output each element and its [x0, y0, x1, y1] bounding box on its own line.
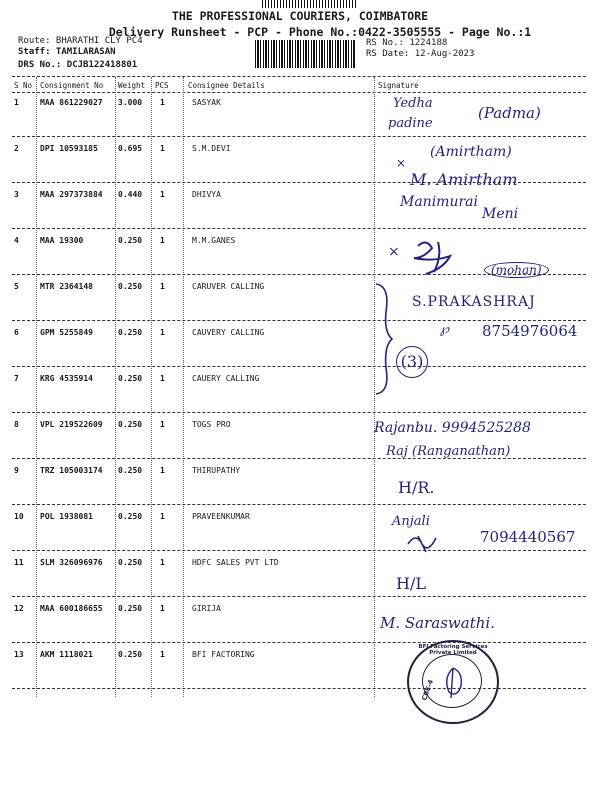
signature-3-scribble: Meni — [482, 206, 519, 222]
row-consignee: THIRUPATHY — [192, 466, 241, 475]
route-text: Route: BHARATHI CLY PC4 — [18, 36, 143, 46]
row-consignment-no: AKM 1118021 — [40, 650, 93, 659]
signature-9-mark: H/R. — [398, 478, 435, 497]
drs-line — [18, 60, 137, 70]
row-pcs: 1 — [160, 512, 165, 521]
row-divider — [12, 642, 586, 643]
row-consignment-no: GPM 5255849 — [40, 328, 93, 337]
row-consignee: SASYAK — [192, 98, 221, 107]
col-weight: Weight — [118, 81, 146, 90]
row-pcs: 1 — [160, 190, 165, 199]
row-weight: 0.250 — [118, 236, 143, 245]
row-weight: 0.250 — [118, 282, 143, 291]
row-consignment-no: POL 1938081 — [40, 512, 93, 521]
row-consignment-no: DPI 10593185 — [40, 144, 98, 153]
row-sno: 3 — [14, 190, 19, 199]
row-weight: 0.440 — [118, 190, 143, 199]
row-divider — [12, 366, 586, 367]
signature-8-name: Raj (Ranganathan) — [386, 444, 511, 459]
row-pcs: 1 — [160, 420, 165, 429]
row-consignment-no: MAA 19300 — [40, 236, 84, 245]
row-consignment-no: VPL 219522609 — [40, 420, 103, 429]
table-top-rule — [12, 76, 586, 77]
row-consignee: DHIVYA — [192, 190, 221, 199]
row-consignee: M.M.GANES — [192, 236, 236, 245]
row-divider — [12, 412, 586, 413]
row-sno: 1 — [14, 98, 19, 107]
row-consignee: S.M.DEVI — [192, 144, 231, 153]
row-sno: 11 — [14, 558, 24, 567]
row-sno: 2 — [14, 144, 19, 153]
row-pcs: 1 — [160, 236, 165, 245]
row-divider — [12, 504, 586, 505]
row-consignee: PRAVEENKUMAR — [192, 512, 250, 521]
row-pcs: 1 — [160, 604, 165, 613]
signature-2-signed: M. Amirtham — [410, 170, 518, 189]
row-sno: 4 — [14, 236, 19, 245]
row-sno: 5 — [14, 282, 19, 291]
row-consignment-no: KRG 4535914 — [40, 374, 93, 383]
col-sno: S No — [14, 81, 33, 90]
row-weight: 3.000 — [118, 98, 143, 107]
row-divider — [12, 550, 586, 551]
row-weight: 0.250 — [118, 558, 143, 567]
signature-5-name: S.PRAKASHRAJ — [412, 294, 536, 310]
signature-7-count: (3) — [396, 346, 428, 378]
signature-4-mark: × — [388, 244, 400, 260]
row-consignee: CARUVER CALLING — [192, 282, 265, 291]
row-weight: 0.695 — [118, 144, 143, 153]
row-pcs: 1 — [160, 650, 165, 659]
staff-text: Staff: TAMILARASAN — [18, 47, 116, 57]
drs-label: DRS No.: — [18, 60, 62, 70]
row-consignee: CAUERY CALLING — [192, 374, 260, 383]
row-pcs: 1 — [160, 144, 165, 153]
row-consignee: BFI FACTORING — [192, 650, 255, 659]
row-divider — [12, 228, 586, 229]
signature-10-name: Anjali — [392, 514, 430, 529]
signature-4-scribble — [404, 236, 470, 280]
stamp-city-text: CBE-4 — [420, 678, 436, 702]
row-consignee: CAUVERY CALLING — [192, 328, 265, 337]
signature-11-mark: H/L — [396, 574, 426, 593]
stamp-company-text: BFI Factoring Services Private Limited — [418, 644, 488, 656]
top-barcode-fragment — [262, 0, 358, 8]
row-weight: 0.250 — [118, 328, 143, 337]
row-consignee: GIRIJA — [192, 604, 221, 613]
signature-2-name: (Amirtham) — [430, 144, 512, 160]
row-consignment-no: SLM 326096976 — [40, 558, 103, 567]
row-weight: 0.250 — [118, 650, 143, 659]
stamp-signature — [435, 664, 471, 700]
signature-2-mark: × — [396, 156, 407, 170]
row-sno: 8 — [14, 420, 19, 429]
company-stamp — [407, 640, 499, 724]
row-pcs: 1 — [160, 466, 165, 475]
row-sno: 7 — [14, 374, 19, 383]
row-consignment-no: MAA 861229027 — [40, 98, 103, 107]
signature-6-phone: 8754976064 — [482, 322, 578, 340]
runsheet-subtitle: Delivery Runsheet - PCP - Phone No.:0422-3505555 - Page No.:1 — [108, 25, 532, 39]
row-pcs: 1 — [160, 328, 165, 337]
signature-10-phone: 7094440567 — [480, 528, 576, 546]
row-sno: 12 — [14, 604, 24, 613]
row-weight: 0.250 — [118, 604, 143, 613]
row-sno: 9 — [14, 466, 19, 475]
rs-date: RS Date: 12-Aug-2023 — [366, 49, 475, 59]
row-weight: 0.250 — [118, 420, 143, 429]
row-pcs: 1 — [160, 98, 165, 107]
rs-number: RS No.: 1224188 — [366, 38, 448, 48]
row-weight: 0.250 — [118, 374, 143, 383]
bracket-rows-5-7 — [372, 282, 396, 396]
row-consignee: TOGS PRO — [192, 420, 231, 429]
row-weight: 0.250 — [118, 512, 143, 521]
row-pcs: 1 — [160, 282, 165, 291]
signature-1-name: (Padma) — [478, 104, 541, 122]
row-consignment-no: MAA 297373884 — [40, 190, 103, 199]
col-signature: Signature — [378, 81, 419, 90]
row-sno: 6 — [14, 328, 19, 337]
signature-1-line-a: Yedha — [393, 96, 433, 111]
row-consignment-no: MAA 600186655 — [40, 604, 103, 613]
barcode — [255, 40, 355, 68]
row-sno: 10 — [14, 512, 24, 521]
row-weight: 0.250 — [118, 466, 143, 475]
table-head-rule — [12, 92, 586, 93]
row-consignment-no: MTR 2364148 — [40, 282, 93, 291]
row-sno: 13 — [14, 650, 24, 659]
row-pcs: 1 — [160, 374, 165, 383]
drs-value: DCJB122418801 — [66, 60, 138, 70]
signature-10-scribble — [404, 530, 444, 554]
signature-1-line-b: padine — [388, 116, 433, 131]
row-consignment-no: TRZ 105003174 — [40, 466, 103, 475]
signature-6-scribble: ℘ — [440, 322, 450, 337]
col-consignee: Consignee Details — [188, 81, 265, 90]
col-consignment: Consignment No — [40, 81, 104, 90]
company-title: THE PROFESSIONAL COURIERS, COIMBATORE — [171, 9, 429, 23]
signature-3-signed: Manimurai — [400, 194, 478, 210]
row-divider — [12, 688, 586, 689]
signature-8-phone: Rajanbu. 9994525288 — [374, 420, 531, 436]
row-divider — [12, 596, 586, 597]
row-pcs: 1 — [160, 558, 165, 567]
signature-4-name: (mohan) — [484, 262, 549, 278]
row-divider — [12, 320, 586, 321]
signature-12-name: M. Saraswathi. — [380, 614, 495, 632]
col-pcs: PCS — [155, 81, 169, 90]
row-consignee: HDFC SALES PVT LTD — [192, 558, 279, 567]
row-divider — [12, 136, 586, 137]
